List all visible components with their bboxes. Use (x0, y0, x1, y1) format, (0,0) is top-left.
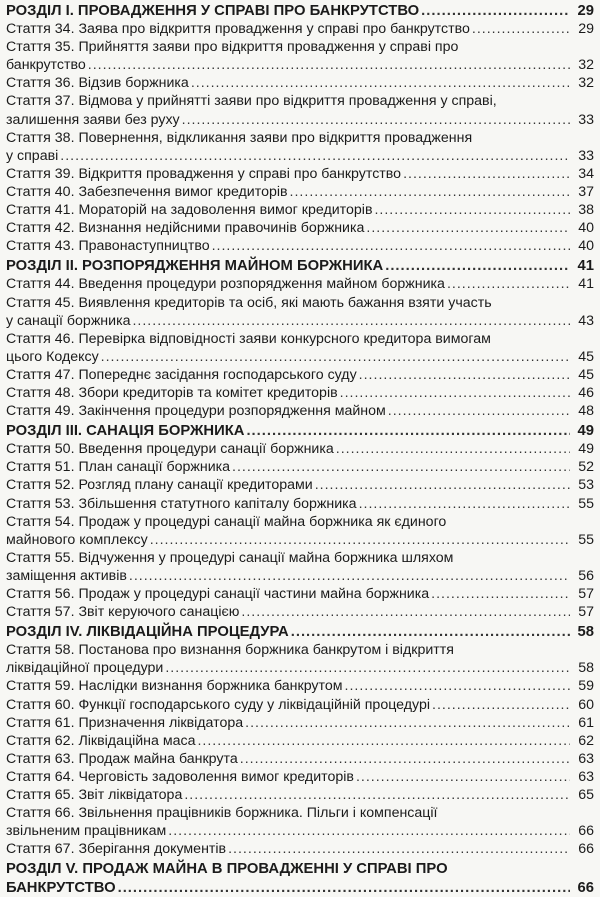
toc-entry-text: Стаття 56. Продаж у процедурі санації частини майна боржника (6, 586, 430, 602)
toc-entry-line (6, 183, 594, 201)
toc-entry-text: Стаття 59. Наслідки визнання боржника банкрутом (6, 678, 343, 695)
toc-entry-line (6, 237, 594, 255)
toc-entry-line (6, 402, 594, 420)
toc-entry-text: Стаття 36. Відзив боржника (6, 75, 189, 92)
dot-leader (88, 56, 570, 74)
toc-entry-text: Стаття 54. Продаж у процедурі санації майна боржника як єдиного (6, 513, 447, 530)
page-number: 66 (578, 823, 594, 840)
toc-entry-text: Стаття 41. Мораторій на задоволення вимог кредиторів (6, 202, 373, 219)
toc-entry-line (6, 476, 594, 494)
dot-leader (290, 183, 570, 201)
page-number: 63 (578, 768, 594, 785)
page-number: 66 (577, 879, 594, 896)
toc-entry-text: РОЗДІЛ ІІ. РОЗПОРЯДЖЕННЯ МАЙНОМ БОРЖНИКА (6, 258, 384, 275)
toc-entry-text: Стаття 38. Повернення, відкликання заяви про відкриття провадження (6, 129, 473, 146)
page-number: 62 (578, 732, 594, 749)
toc-article-entry (6, 294, 594, 330)
dot-leader (374, 201, 570, 219)
toc-entry-text: РОЗДІЛ ІІІ. САНАЦІЯ БОРЖНИКА (6, 423, 245, 440)
page-number: 57 (578, 586, 594, 602)
toc-entry-text: Стаття 67. Зберігання документів (6, 841, 227, 858)
toc-entry-line (6, 458, 594, 476)
toc-entry-text: РОЗДІЛ IV. ЛІКВІДАЦІЙНА ПРОЦЕДУРА (6, 624, 289, 641)
dot-leader (182, 111, 570, 129)
page-number: 59 (578, 678, 594, 695)
toc-article-entry (6, 330, 594, 366)
dot-leader (447, 275, 570, 293)
page-number: 33 (578, 111, 594, 128)
toc-entry-line (6, 440, 594, 458)
page-number: 58 (578, 660, 594, 677)
page-number: 61 (578, 714, 594, 731)
toc-entry-text: Стаття 62. Ліквідаційна маса (6, 732, 196, 749)
dot-leader (385, 257, 570, 275)
dot-leader (359, 366, 570, 384)
dot-leader (431, 585, 570, 603)
page-number: 55 (578, 495, 594, 512)
dot-leader (101, 348, 570, 366)
toc-article-entry (6, 585, 594, 603)
toc-entry-text: Стаття 63. Продаж майна банкрута (6, 750, 238, 767)
toc-article-entry (6, 476, 594, 494)
toc-article-entry (6, 603, 594, 621)
toc-article-entry (6, 641, 594, 677)
toc-article-entry (6, 74, 594, 92)
toc-entry-text: Стаття 49. Закінчення процедури розпорядження майном (6, 403, 386, 420)
dot-leader (60, 147, 570, 165)
page-number: 29 (577, 3, 594, 19)
toc-entry-text: Стаття 52. Розгляд плану санації кредиторами (6, 477, 313, 494)
toc-article-entry (6, 513, 594, 549)
page-number: 60 (578, 696, 594, 713)
toc-article-entry (6, 201, 594, 219)
toc-entry-text: Стаття 64. Черговість задоволення вимог кредиторів (6, 768, 354, 785)
toc-article-entry (6, 696, 594, 714)
dot-leader (356, 768, 570, 786)
toc-entry-text: банкрутство (6, 57, 86, 74)
page-number: 43 (578, 312, 594, 329)
toc-entry-line (6, 275, 594, 293)
dot-leader (421, 2, 570, 20)
toc-entry-line (6, 147, 594, 165)
dot-leader (118, 879, 570, 897)
page-number: 46 (578, 384, 594, 401)
toc-article-entry (6, 219, 594, 237)
toc-entry-line (6, 567, 594, 585)
toc-entry-line (6, 2, 594, 20)
toc-entry-text: Стаття 65. Звіт ліквідатора (6, 787, 183, 804)
dot-leader (432, 696, 570, 714)
page-number: 55 (578, 531, 594, 548)
toc-entry-line (6, 768, 594, 786)
toc-article-entry (6, 402, 594, 420)
dot-leader (132, 312, 570, 330)
toc-article-entry (6, 768, 594, 786)
page-number: 56 (578, 567, 594, 584)
toc-section-heading (6, 860, 594, 896)
toc-entry-line (6, 750, 594, 768)
page-number: 49 (577, 423, 594, 440)
dot-leader (291, 623, 570, 641)
toc-article-entry (6, 129, 594, 165)
page-number: 57 (578, 604, 594, 621)
toc-entry-text: Стаття 47. Попереднє засідання господарського суду (6, 366, 357, 383)
toc-entry-text: Стаття 61. Призначення ліквідатора (6, 714, 244, 731)
page-number: 52 (578, 459, 594, 476)
page-number: 45 (578, 348, 594, 365)
toc-article-entry (6, 366, 594, 384)
toc-entry-line (6, 165, 594, 183)
dot-leader (168, 822, 570, 840)
toc-article-entry (6, 384, 594, 402)
dot-leader (336, 440, 570, 458)
dot-leader (232, 458, 570, 476)
toc-entry-text: Стаття 53. Збільшення статутного капіталу боржника (6, 495, 357, 512)
toc-entry-line (6, 201, 594, 219)
page-number: 66 (578, 841, 594, 858)
toc-entry-line (6, 111, 594, 129)
toc-entry-text: Стаття 44. Введення процедури розпорядження майном боржника (6, 276, 445, 293)
toc-article-entry (6, 750, 594, 768)
page-number: 65 (578, 787, 594, 804)
toc-article-entry (6, 840, 594, 858)
toc-entry-line (6, 20, 594, 38)
toc-entry-text: БАНКРУТСТВО (6, 879, 116, 896)
toc-article-entry (6, 732, 594, 750)
page-number: 32 (578, 75, 594, 92)
toc-entry-line (6, 312, 594, 330)
dot-leader (245, 714, 570, 732)
page-number: 37 (578, 183, 594, 200)
toc-article-entry (6, 804, 594, 840)
dot-leader (246, 422, 570, 440)
toc-entry-text: Стаття 55. Відчуження у процедурі санації майна боржника шляхом (6, 549, 454, 566)
toc-entry-text: цього Кодексу (6, 348, 99, 365)
toc-entry-line (6, 348, 594, 366)
toc-section-heading (6, 257, 594, 275)
toc-entry-text: ліквідаційної процедури (6, 660, 164, 677)
toc-article-entry (6, 92, 594, 128)
toc-entry-line (6, 219, 594, 237)
table-of-contents (6, 2, 594, 897)
toc-entry-text: залишення заяви без руху (6, 111, 180, 128)
page-number: 41 (578, 276, 594, 293)
toc-entry-line (6, 677, 594, 695)
toc-entry-line (6, 495, 594, 513)
toc-entry-text: Стаття 45. Виявлення кредиторів та осіб, які мають бажання взяти участь (6, 294, 492, 311)
dot-leader (366, 219, 570, 237)
toc-entry-text: Стаття 50. Введення процедури санації боржника (6, 441, 334, 458)
dot-leader (129, 567, 570, 585)
toc-entry-text: РОЗДІЛ І. ПРОВАДЖЕННЯ У СПРАВІ ПРО БАНКРУТСТВО (6, 3, 420, 19)
page-number: 48 (578, 403, 594, 420)
toc-entry-text: Стаття 40. Забезпечення вимог кредиторів (6, 183, 288, 200)
toc-entry-line (6, 531, 594, 549)
page-number: 33 (578, 147, 594, 164)
toc-article-entry (6, 677, 594, 695)
dot-leader (184, 786, 570, 804)
toc-entry-text: у санації боржника (6, 312, 131, 329)
toc-section-heading (6, 422, 594, 440)
toc-entry-text: Стаття 34. Заява про відкриття провадження у справі про банкрутство (6, 21, 470, 38)
toc-entry-line (6, 840, 594, 858)
toc-article-entry (6, 275, 594, 293)
toc-article-entry (6, 458, 594, 476)
toc-entry-line (6, 384, 594, 402)
toc-entry-text: Стаття 43. Правонаступництво (6, 238, 210, 255)
page-number: 29 (578, 21, 594, 38)
toc-article-entry (6, 183, 594, 201)
page-number: 32 (578, 57, 594, 74)
page-number: 53 (578, 477, 594, 494)
toc-entry-text: Стаття 42. Визнання недійсними правочинів боржника (6, 220, 365, 237)
toc-entry-text: Стаття 46. Перевірка відповідності заяви конкурсного кредитора вимогам (6, 330, 491, 347)
toc-entry-text: у справі (6, 147, 59, 164)
toc-article-entry (6, 714, 594, 732)
toc-entry-text: Стаття 51. План санації боржника (6, 459, 231, 476)
dot-leader (388, 402, 570, 420)
toc-entry-line (6, 56, 594, 74)
toc-entry-line (6, 696, 594, 714)
toc-entry-line (6, 257, 594, 275)
toc-entry-line (6, 714, 594, 732)
dot-leader (197, 732, 570, 750)
toc-entry-text: Стаття 39. Відкриття провадження у справі про банкрутство (6, 165, 402, 182)
dot-leader (241, 603, 570, 621)
toc-entry-line (6, 623, 594, 641)
toc-entry-text: Стаття 48. Збори кредиторів та комітет кредиторів (6, 384, 338, 401)
toc-section-heading (6, 623, 594, 641)
toc-entry-text: звільненим працівникам (6, 823, 167, 840)
dot-leader (359, 495, 570, 513)
toc-entry-line (6, 879, 594, 897)
page-number: 38 (578, 202, 594, 219)
toc-entry-line (6, 422, 594, 440)
page-number: 41 (577, 258, 594, 275)
dot-leader (403, 165, 570, 183)
dot-leader (472, 20, 570, 38)
dot-leader (240, 750, 570, 768)
toc-entry-line (6, 603, 594, 621)
toc-article-entry (6, 549, 594, 585)
page-number: 63 (578, 750, 594, 767)
toc-entry-text: Стаття 60. Функції господарського суду у ліквідаційній процедурі (6, 696, 431, 713)
toc-entry-line (6, 659, 594, 677)
toc-entry-text: Стаття 37. Відмова у прийнятті заяви про відкриття провадження у справі, (6, 93, 497, 110)
toc-article-entry (6, 20, 594, 38)
toc-entry-line (6, 585, 594, 603)
dot-leader (340, 384, 570, 402)
dot-leader (212, 237, 570, 255)
toc-entry-text: Стаття 58. Постанова про визнання боржника банкрутом і відкриття (6, 642, 454, 659)
toc-article-entry (6, 495, 594, 513)
dot-leader (228, 840, 570, 858)
toc-entry-text: Стаття 35. Прийняття заяви про відкриття провадження у справі про (6, 39, 459, 56)
page-number: 45 (578, 366, 594, 383)
toc-entry-text: Стаття 66. Звільнення працівників боржника. Пільги і компенсації (6, 805, 438, 822)
toc-article-entry (6, 440, 594, 458)
toc-entry-line (6, 732, 594, 750)
toc-section-heading (6, 2, 594, 20)
page-number: 49 (578, 441, 594, 458)
dot-leader (165, 659, 570, 677)
toc-article-entry (6, 786, 594, 804)
toc-entry-line (6, 366, 594, 384)
page-number: 40 (578, 220, 594, 237)
toc-entry-text: заміщення активів (6, 567, 127, 584)
dot-leader (150, 531, 570, 549)
toc-entry-line (6, 822, 594, 840)
page-number: 58 (577, 624, 594, 641)
toc-entry-line (6, 74, 594, 92)
toc-entry-text: майнового комплексу (6, 531, 148, 548)
page-number: 34 (578, 165, 594, 182)
page-number: 40 (578, 238, 594, 255)
dot-leader (191, 74, 570, 92)
toc-entry-text: Стаття 57. Звіт керуючого санацією (6, 604, 240, 621)
toc-article-entry (6, 165, 594, 183)
toc-article-entry (6, 38, 594, 74)
toc-article-entry (6, 237, 594, 255)
dot-leader (345, 677, 571, 695)
toc-entry-line (6, 786, 594, 804)
dot-leader (315, 476, 570, 494)
toc-entry-text: РОЗДІЛ V. ПРОДАЖ МАЙНА В ПРОВАДЖЕННІ У СПРАВІ ПРО (6, 861, 448, 878)
